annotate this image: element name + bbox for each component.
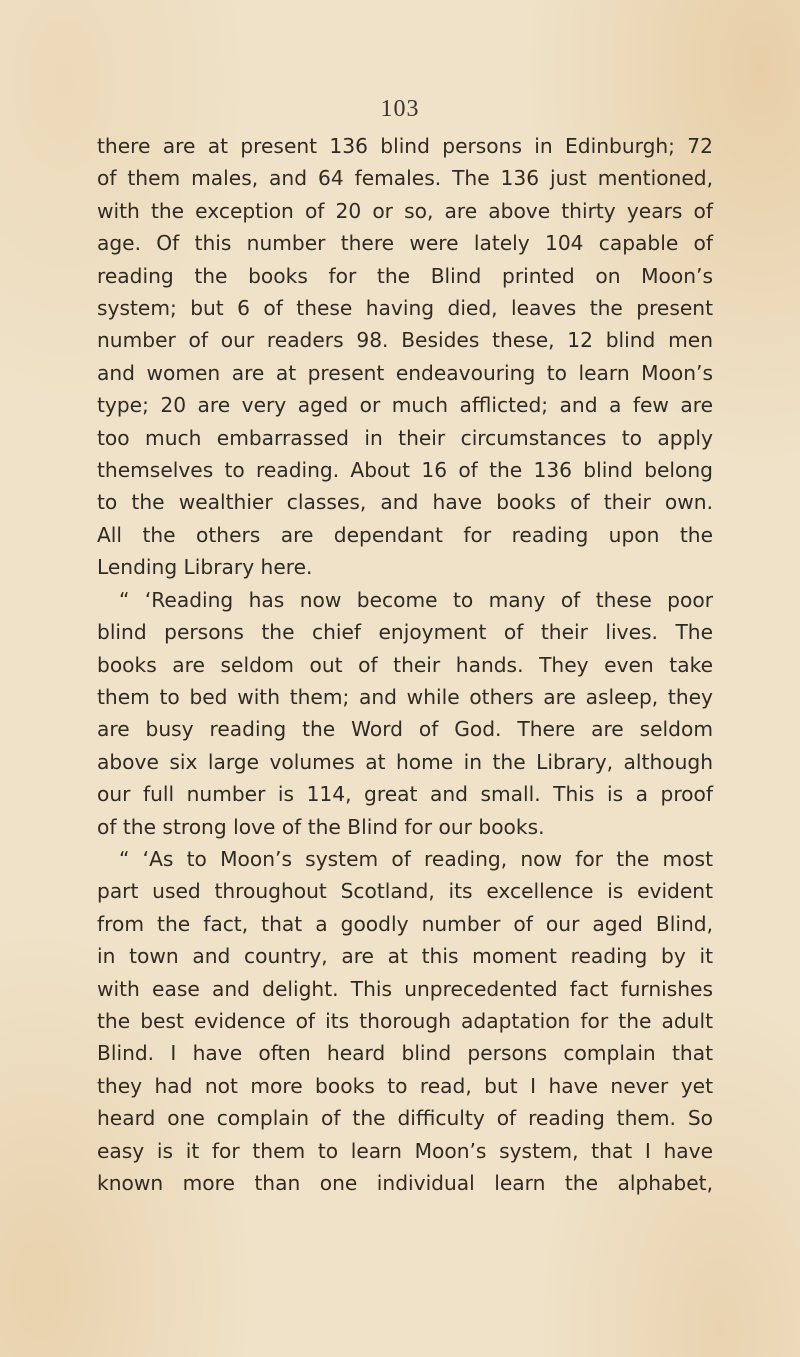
text-line: from the fact, that a goodly number of our aged Blind, xyxy=(97,911,713,936)
text-line: Lending Library here. xyxy=(97,555,313,580)
text-line: known more than one individual learn the alphabet, xyxy=(97,1171,713,1195)
text-line: type; 20 are very aged or much afflicted; and a few are xyxy=(97,393,713,418)
text-line: they had not more books to read, but I have never yet xyxy=(97,1073,713,1098)
text-line: are busy reading the Word of God. There are seldom xyxy=(97,717,713,742)
text-line: heard one complain of the difficulty of reading them. So xyxy=(97,1106,713,1131)
text-line: there are at present 136 blind persons in Edinburgh; 72 xyxy=(97,134,713,158)
text-line: our full number is 114, great and small. This is a proof xyxy=(97,782,713,807)
text-line: of them males, and 64 females. The 136 just mentioned, xyxy=(97,166,713,191)
text-line: them to bed with them; and while others are asleep, they xyxy=(97,684,713,709)
text-line: system; but 6 of these having died, leaves the present xyxy=(97,296,713,321)
text-line: of the strong love of the Blind for our books. xyxy=(97,814,545,839)
text-line: easy is it for them to learn Moon’s system, that I have xyxy=(97,1138,713,1163)
text-line: with the exception of 20 or so, are above thirty years of xyxy=(97,198,713,223)
text-line: reading the books for the Blind printed on Moon’s xyxy=(97,263,713,288)
text-line: in town and country, are at this moment reading by it xyxy=(97,944,713,969)
paragraph xyxy=(97,843,713,1199)
text-line: Blind. I have often heard blind persons complain that xyxy=(97,1041,713,1066)
paragraph xyxy=(97,584,713,843)
text-line: “ ‘Reading has now become to many of these poor xyxy=(119,587,713,612)
text-line: to the wealthier classes, and have books of their own. xyxy=(97,490,713,515)
text-line: the best evidence of its thorough adaptation for the adult xyxy=(97,1008,713,1033)
text-line: age. Of this number there were lately 104 capable of xyxy=(97,231,713,256)
text-line: “ ‘As to Moon’s system of reading, now for the most xyxy=(119,846,713,871)
text-line: too much embarrassed in their circumstances to apply xyxy=(97,425,713,450)
text-line: number of our readers 98. Besides these, 12 blind men xyxy=(97,328,713,353)
text-line: and women are at present endeavouring to learn Moon’s xyxy=(97,360,713,385)
body-text xyxy=(97,130,713,1199)
text-line: themselves to reading. About 16 of the 136 blind belong xyxy=(97,458,713,483)
text-line: books are seldom out of their hands. They even take xyxy=(97,652,713,677)
text-line: part used throughout Scotland, its excellence is evident xyxy=(97,879,713,904)
text-line: with ease and delight. This unprecedented fact furnishes xyxy=(97,976,713,1001)
paragraph xyxy=(97,130,713,584)
page-number: 103 xyxy=(380,96,420,122)
text-line: All the others are dependant for reading upon the xyxy=(97,522,713,547)
text-line: above six large volumes at home in the Library, although xyxy=(97,749,713,774)
text-line: blind persons the chief enjoyment of their lives. The xyxy=(97,620,713,645)
